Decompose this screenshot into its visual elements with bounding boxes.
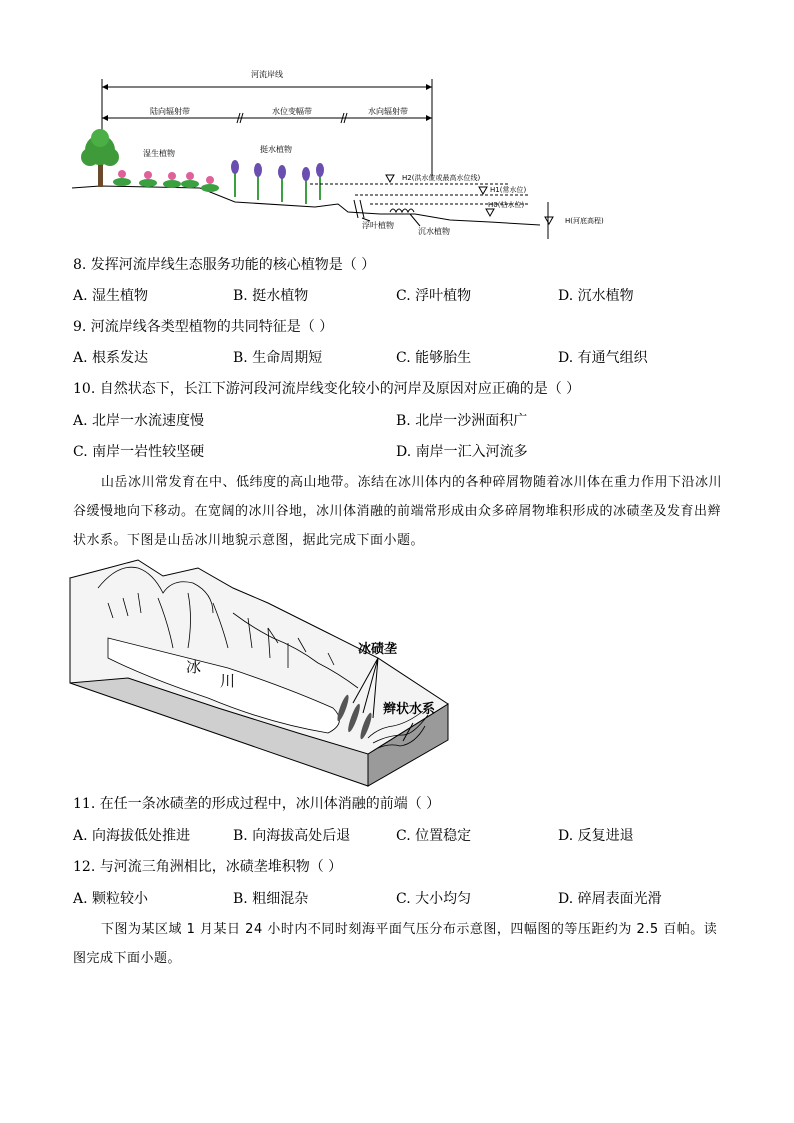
glacier-diagram xyxy=(68,558,468,788)
braided-label: 辫状水系 xyxy=(383,702,436,717)
tree-icon xyxy=(81,129,119,187)
q12-option-d[interactable]: D. 碎屑表面光滑 xyxy=(558,891,662,907)
question-12-stem: 12. 与河流三角洲相比，冰碛垄堆积物（ ） xyxy=(73,859,343,875)
q11-option-c[interactable]: C. 位置稳定 xyxy=(396,828,472,844)
q9-option-c[interactable]: C. 能够胎生 xyxy=(396,350,472,366)
q8-option-c[interactable]: C. 浮叶植物 xyxy=(396,288,472,304)
moraine-label: 冰碛垄 xyxy=(358,642,398,657)
label-h0: H0(枯水位) xyxy=(488,201,525,209)
label-floating-plants: 浮叶植物 xyxy=(362,221,394,230)
question-9-stem: 9. 河流岸线各类型植物的共同特征是（ ） xyxy=(73,319,334,335)
q8-option-d[interactable]: D. 沉水植物 xyxy=(558,288,634,304)
q10-option-a[interactable]: A. 北岸一水流速度慢 xyxy=(73,413,205,429)
q10-option-b[interactable]: B. 北岸一沙洲面积广 xyxy=(396,413,528,429)
glacier-label-char1: 冰 xyxy=(186,658,202,676)
q11-option-b[interactable]: B. 向海拔高处后退 xyxy=(233,828,351,844)
q11-option-d[interactable]: D. 反复进退 xyxy=(558,828,634,844)
passage-pressure xyxy=(73,915,723,973)
river-bank-diagram xyxy=(70,62,610,247)
floating-plants-icon xyxy=(354,200,364,218)
label-h2: H2(洪水位或最高水位线) xyxy=(402,174,481,182)
q9-option-a[interactable]: A. 根系发达 xyxy=(73,350,149,366)
q10-option-d[interactable]: D. 南岸一汇入河流多 xyxy=(396,444,528,460)
wet-plants-icon xyxy=(113,170,219,192)
question-11-stem: 11. 在任一条冰碛垄的形成过程中，冰川体消融的前端（ ） xyxy=(73,796,441,812)
emergent-plants-icon xyxy=(231,160,324,204)
zone-water: 水向辐射带 xyxy=(368,107,408,116)
passage-glacier xyxy=(73,468,723,555)
label-emergent-plants: 挺水植物 xyxy=(260,145,292,154)
zone-land: 陆向辐射带 xyxy=(150,107,190,116)
shoreline-title: 河流岸线 xyxy=(251,70,283,79)
q9-option-d[interactable]: D. 有通气组织 xyxy=(558,350,648,366)
label-submerged-plants: 沉水植物 xyxy=(418,227,450,236)
submerged-plants-icon xyxy=(390,209,414,212)
q10-option-c[interactable]: C. 南岸一岩性较坚硬 xyxy=(73,444,205,460)
question-8-stem: 8. 发挥河流岸线生态服务功能的核心植物是（ ） xyxy=(73,257,376,273)
label-h: H(河底高程) xyxy=(565,217,604,225)
label-wet-plants: 湿生植物 xyxy=(143,149,175,158)
q12-option-a[interactable]: A. 颗粒较小 xyxy=(73,891,149,907)
q8-option-b[interactable]: B. 挺水植物 xyxy=(233,288,309,304)
question-10-stem: 10. 自然状态下，长江下游河段河流岸线变化较小的河岸及原因对应正确的是（ ） xyxy=(73,381,581,397)
label-h1: H1(常水位) xyxy=(490,186,527,194)
q8-option-a[interactable]: A. 湿生植物 xyxy=(73,288,149,304)
passage-pressure-text: 下图为某区域 1 月某日 24 小时内不同时刻海平面气压分布示意图，四幅图的等压距约为 2.5 百帕。读图完成下面小题。 xyxy=(73,922,718,966)
zone-fluctuation: 水位变幅带 xyxy=(272,107,312,116)
zone-bracket xyxy=(102,92,432,180)
q12-option-b[interactable]: B. 粗细混杂 xyxy=(233,891,309,907)
passage-glacier-text: 山岳冰川常发育在中、低纬度的高山地带。冻结在冰川体内的各种碎屑物随着冰川体在重力作用下沿冰川谷缓慢地向下移动。在宽阔的冰川谷地，冰川体消融的前端常形成由众多碎屑物堆积形成的冰碛垄及发育出辫状水系。下图是山岳冰川地貌示意图，据此完成下面小题。 xyxy=(73,475,723,548)
q11-option-a[interactable]: A. 向海拔低处推进 xyxy=(73,828,191,844)
shoreline-bracket xyxy=(102,79,432,95)
q9-option-b[interactable]: B. 生命周期短 xyxy=(233,350,323,366)
glacier-label-char2: 川 xyxy=(220,672,236,690)
q12-option-c[interactable]: C. 大小均匀 xyxy=(396,891,472,907)
